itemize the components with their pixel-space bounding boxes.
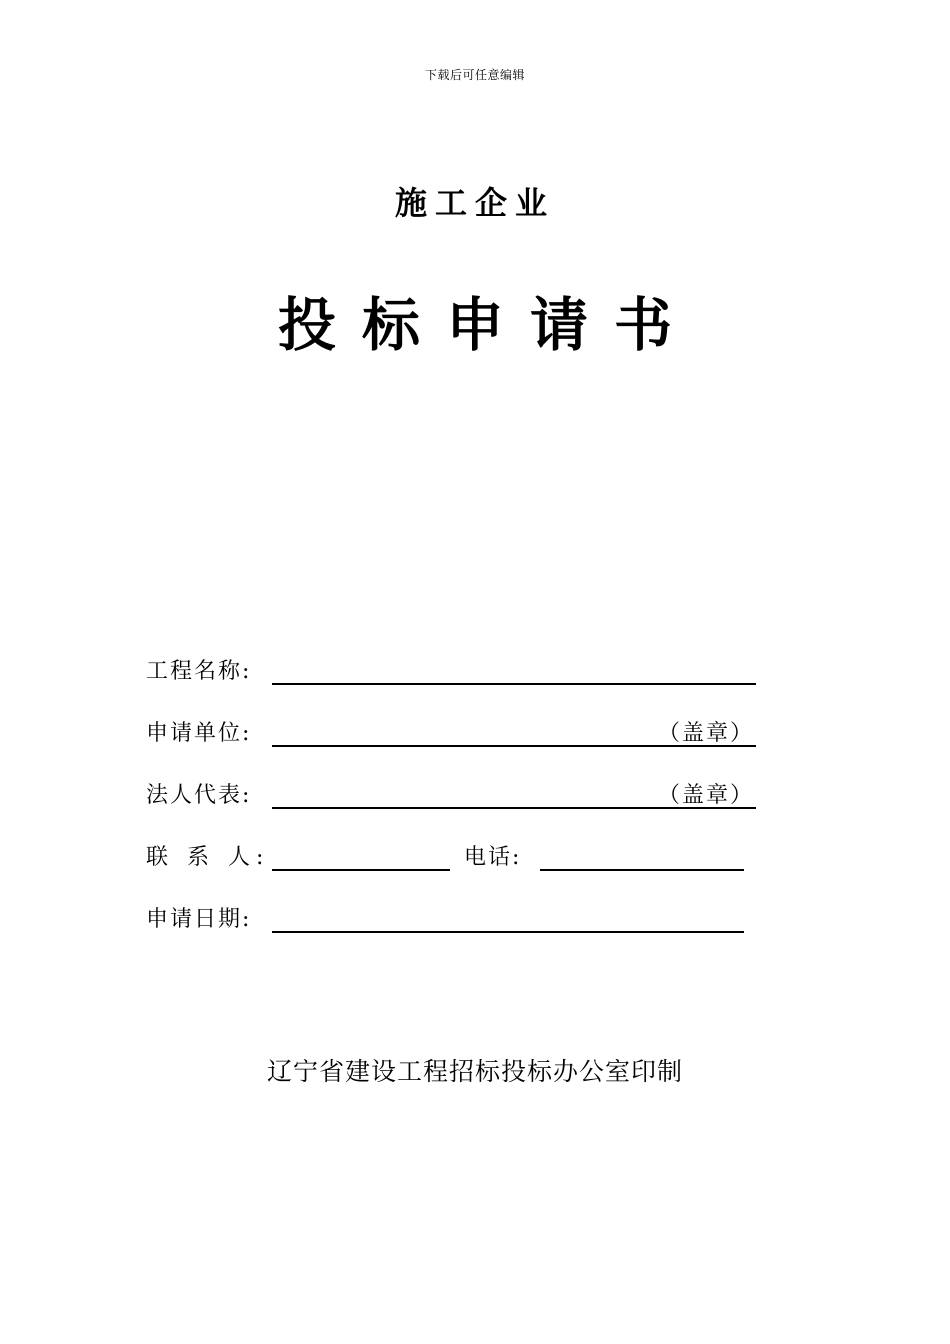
header-note: 下载后可任意编辑 — [424, 68, 525, 82]
legal-rep-stamp-note: （盖章） — [658, 783, 755, 808]
document-title: 投标申请书 — [277, 291, 698, 359]
colon: : — [242, 907, 252, 932]
date-field[interactable] — [272, 931, 744, 933]
project-name-field[interactable] — [272, 683, 756, 685]
contact-label — [146, 840, 265, 876]
phone-field[interactable] — [540, 869, 744, 871]
project-name-label-text: 工程名称 — [146, 659, 243, 684]
phone-label — [464, 840, 521, 876]
date-row — [146, 902, 766, 964]
colon: : — [512, 845, 522, 870]
date-label — [146, 902, 251, 938]
colon: : — [256, 845, 266, 870]
contact-label-text: 联 系 人 — [146, 845, 256, 870]
legal-rep-row — [146, 778, 766, 840]
colon: : — [242, 783, 252, 808]
colon: : — [242, 721, 252, 746]
legal-rep-label — [146, 778, 251, 814]
application-form — [146, 654, 766, 964]
contact-row — [146, 840, 766, 902]
project-name-row — [146, 654, 766, 716]
applicant-row — [146, 716, 766, 778]
applicant-label — [146, 716, 251, 752]
project-name-label — [146, 654, 251, 690]
document-subtitle: 施工企业 — [394, 184, 555, 222]
issuer-footer: 辽宁省建设工程招标投标办公室印制 — [266, 1057, 683, 1086]
date-label-text: 申请日期 — [146, 907, 243, 932]
contact-field[interactable] — [272, 869, 450, 871]
applicant-label-text: 申请单位 — [146, 721, 243, 746]
legal-rep-label-text: 法人代表 — [146, 783, 243, 808]
colon: : — [242, 659, 252, 684]
applicant-stamp-note: （盖章） — [658, 721, 755, 746]
phone-label-text: 电话 — [464, 845, 513, 870]
